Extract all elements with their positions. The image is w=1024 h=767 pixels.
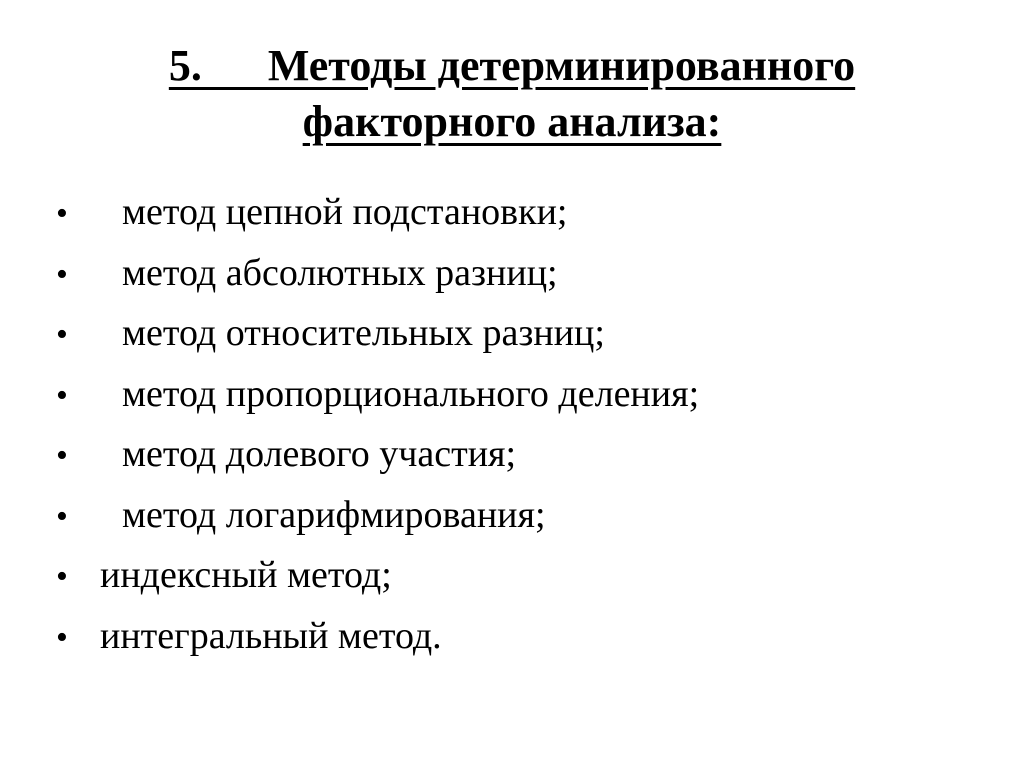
list-item	[56, 607, 996, 668]
list-item	[56, 546, 996, 607]
list-item	[56, 244, 996, 305]
list-item	[56, 365, 996, 426]
bullet-icon: •	[56, 255, 68, 293]
bullet-icon: •	[56, 195, 68, 232]
bullet-icon: •	[56, 437, 68, 474]
list-item-text: метод пропорционального деления;	[122, 372, 700, 415]
title-line-2: факторного анализа:	[302, 97, 722, 146]
list-item-text: метод относительных разниц;	[122, 312, 605, 354]
bullet-icon: •	[56, 618, 68, 656]
list-item-text: метод абсолютных разниц;	[122, 251, 558, 294]
list-item-text: метод цепной подстановки;	[122, 191, 568, 233]
list-item-text: метод долевого участия;	[122, 433, 517, 475]
list-item-text: индексный метод;	[100, 554, 392, 596]
title-line-1: 5. Методы детерминированного	[168, 41, 856, 90]
bullet-icon: •	[56, 376, 68, 414]
list-item-text: метод логарифмирования;	[122, 493, 546, 536]
list-item	[56, 486, 996, 547]
list-item	[56, 304, 996, 365]
list-item	[56, 183, 996, 244]
list-item	[56, 425, 996, 486]
method-list	[56, 183, 996, 667]
slide-title	[0, 38, 1024, 150]
bullet-icon: •	[56, 497, 68, 535]
bullet-icon: •	[56, 316, 68, 353]
bullet-icon: •	[56, 558, 68, 595]
list-item-text: интегральный метод.	[100, 614, 442, 657]
